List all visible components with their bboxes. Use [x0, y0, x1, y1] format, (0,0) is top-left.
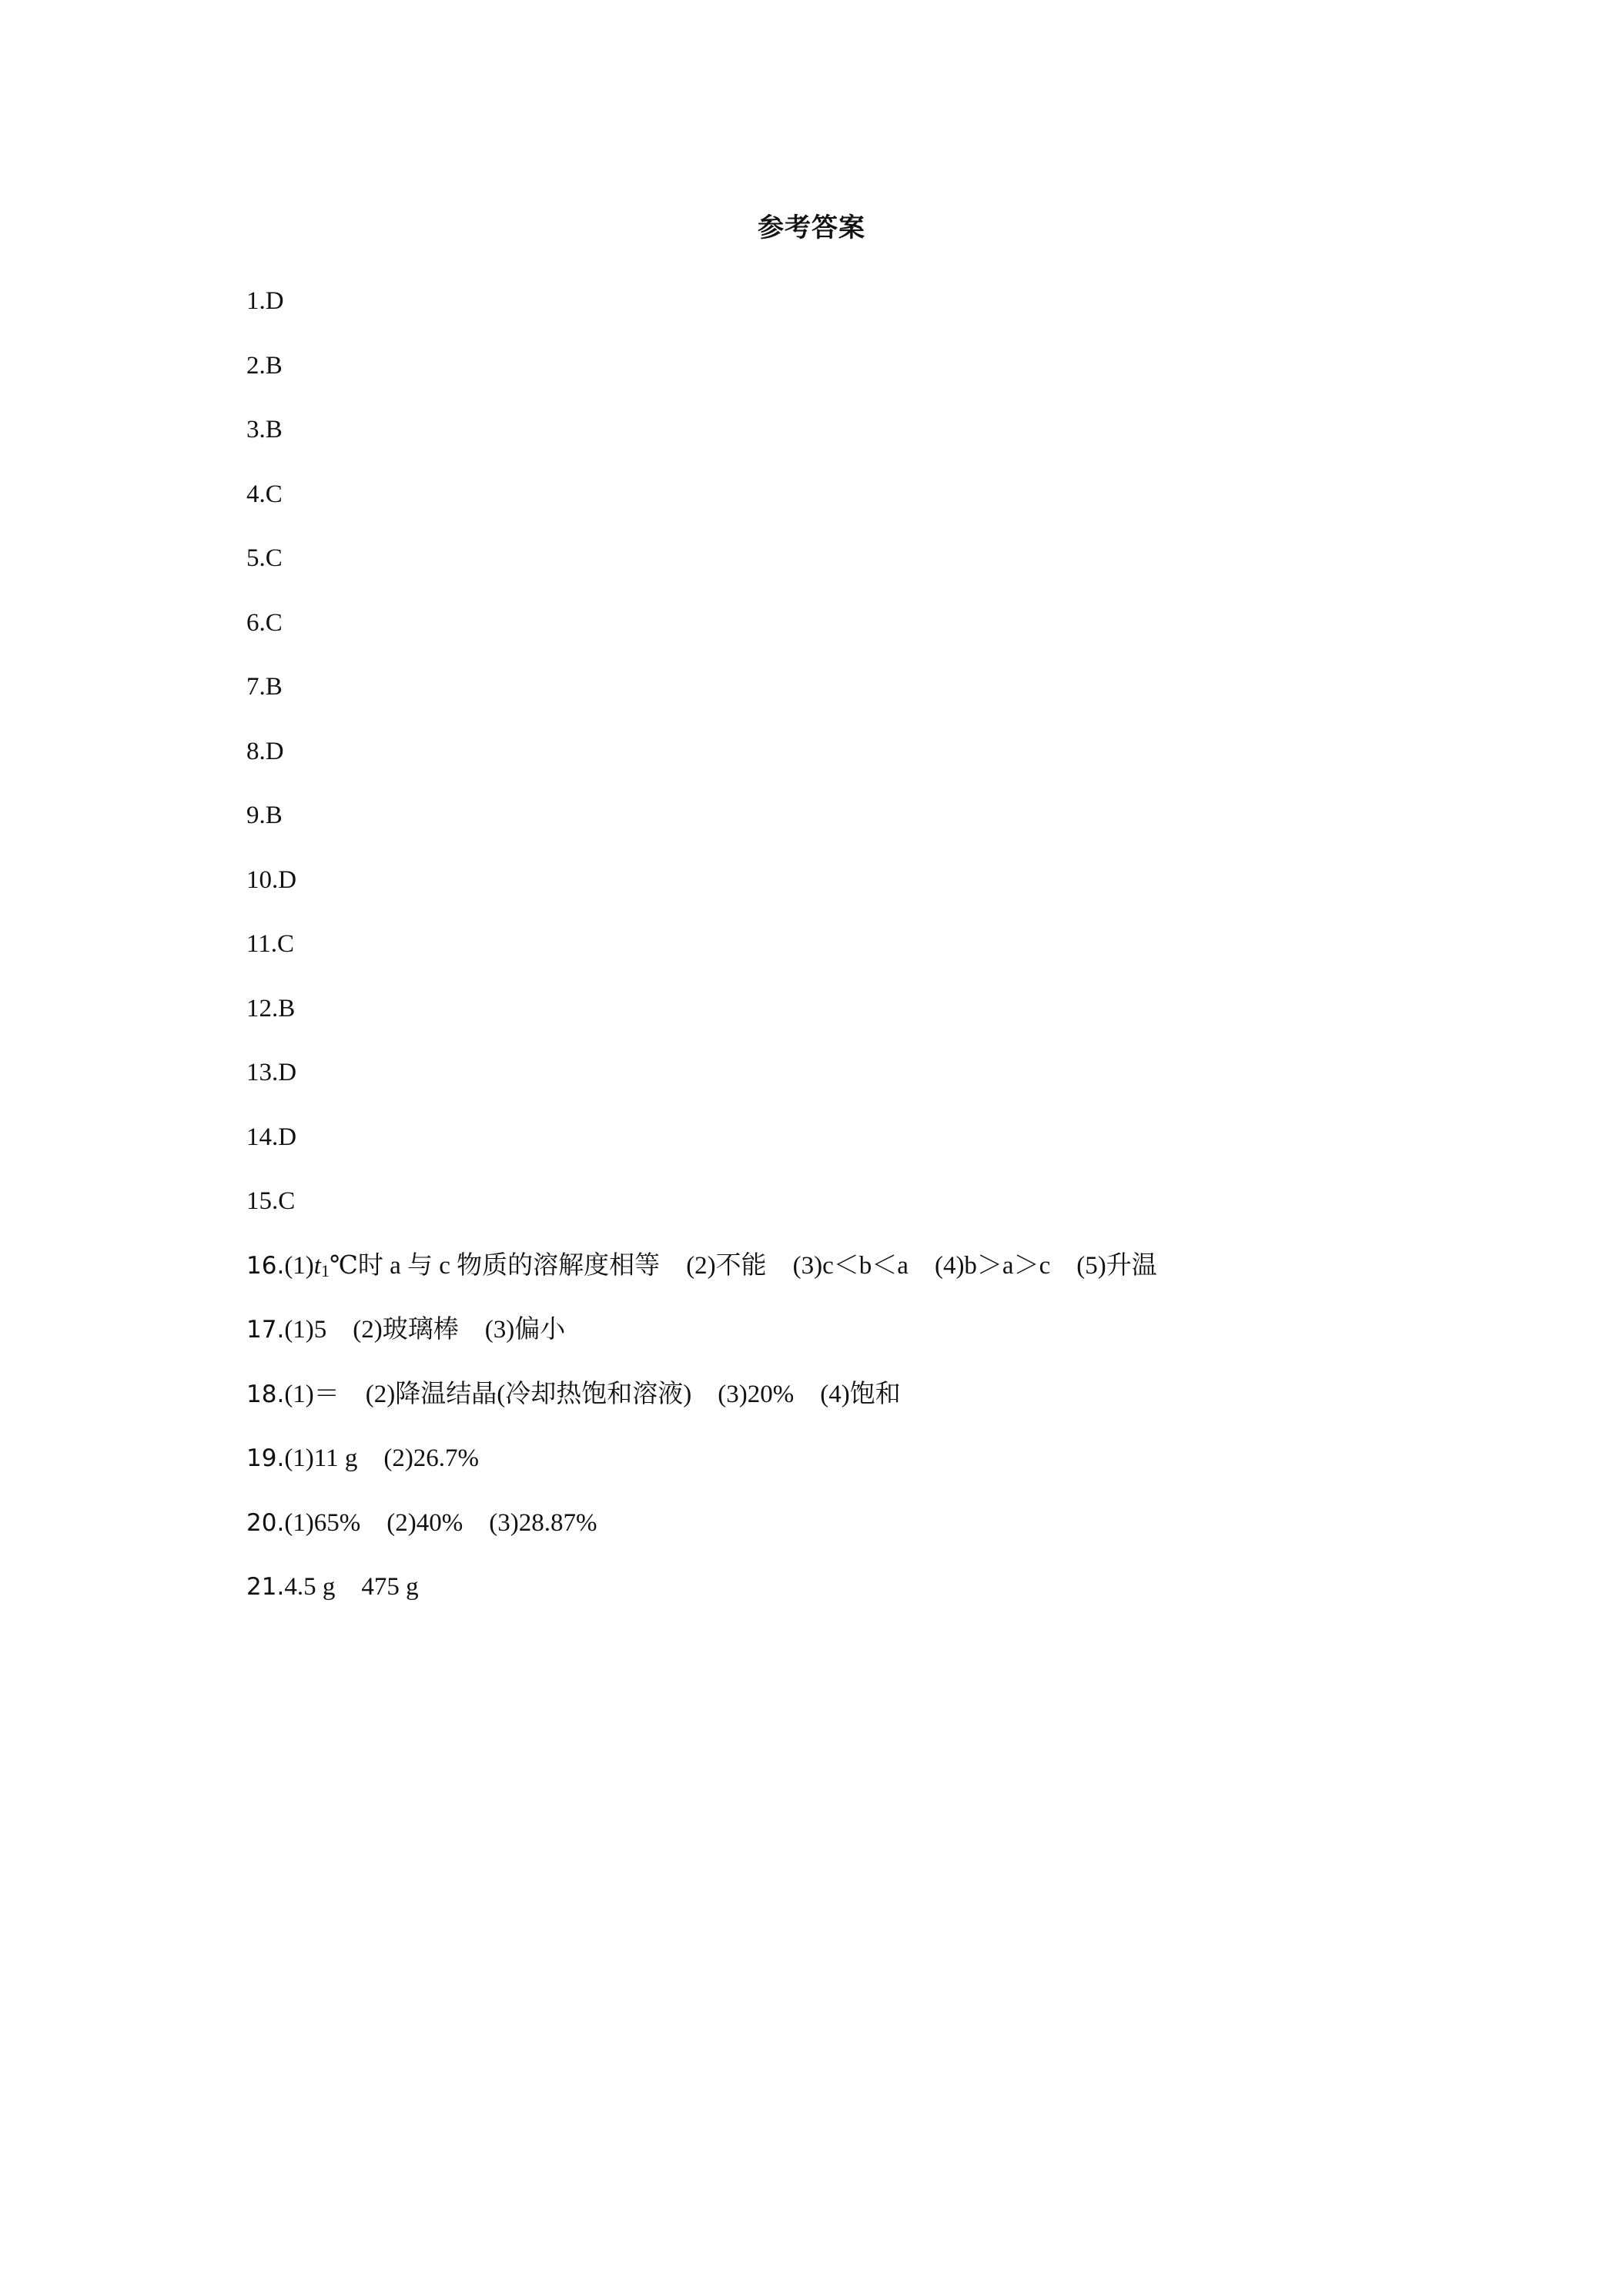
answer-part-1: (1)＝ [284, 1380, 340, 1408]
answer-2 [246, 334, 1157, 399]
answer-part-1: (1)65% [284, 1508, 361, 1537]
answer-part-3: (3)偏小 [484, 1316, 566, 1344]
answer-1 [246, 269, 1157, 334]
answer-17 [246, 1298, 1157, 1363]
answer-number: 21. [246, 1573, 285, 1601]
answer-number: 13. [246, 1059, 279, 1086]
answer-number: 19. [246, 1444, 285, 1472]
answer-text: C [265, 544, 283, 572]
answer-number: 5. [246, 544, 266, 572]
answer-20 [246, 1491, 1157, 1556]
answer-number: 11. [246, 930, 278, 958]
answer-number: 12. [246, 994, 279, 1022]
answer-part-2: (2)不能 [686, 1251, 767, 1280]
answer-7 [246, 655, 1157, 720]
answer-number: 8. [246, 737, 266, 765]
answer-part-2: (2)降温结晶(冷却热饱和溶液) [365, 1380, 692, 1408]
answer-number: 7. [246, 673, 266, 701]
answer-part-1-subscript: 1 [320, 1260, 330, 1280]
answer-text: D [278, 1123, 297, 1151]
answer-part-4: (4)饱和 [820, 1380, 901, 1408]
page-title: 参考答案 [758, 213, 865, 243]
answer-part-2: (2)玻璃棒 [353, 1316, 459, 1344]
answer-text: D [265, 287, 284, 315]
answer-text: C [278, 1187, 296, 1215]
answer-part-4: (4)b＞a＞c [934, 1251, 1051, 1280]
answer-number: 20. [246, 1508, 285, 1537]
answer-11 [246, 912, 1157, 977]
answer-text: C [277, 930, 295, 958]
answer-14 [246, 1106, 1157, 1170]
answer-number: 6. [246, 608, 266, 637]
answer-part-3: (3)c＜b＜a [792, 1251, 909, 1280]
answer-part-1: 4.5 g [284, 1573, 336, 1601]
answer-12 [246, 977, 1157, 1042]
answer-text: B [265, 351, 283, 380]
answer-18 [246, 1363, 1157, 1427]
answer-10 [246, 848, 1157, 913]
answer-3 [246, 398, 1157, 463]
answer-number: 1. [246, 287, 266, 315]
answer-text: D [265, 737, 284, 765]
answer-part-1: (1)5 [284, 1316, 327, 1344]
answer-text: C [265, 608, 283, 637]
answer-part-2: 475 g [361, 1573, 419, 1601]
answer-8 [246, 720, 1157, 785]
answer-part-2: (2)26.7% [383, 1444, 480, 1472]
answer-number: 2. [246, 351, 266, 380]
answer-text: C [265, 480, 283, 508]
answer-number: 18. [246, 1380, 285, 1408]
answer-number: 3. [246, 416, 266, 443]
answer-part-1: (1)11 g [284, 1444, 358, 1472]
answer-text: B [278, 994, 296, 1022]
answer-number: 14. [246, 1123, 279, 1151]
answer-text: B [265, 416, 283, 443]
answer-part-2: (2)40% [387, 1508, 463, 1537]
answer-part-5: (5)升温 [1076, 1251, 1157, 1280]
answer-list [246, 269, 1157, 1620]
answer-15 [246, 1170, 1157, 1234]
answer-part-1-rest: ℃时 a 与 c 物质的溶解度相等 [329, 1251, 661, 1280]
answer-number: 15. [246, 1187, 279, 1215]
answer-number: 16. [246, 1251, 285, 1280]
answer-number: 9. [246, 802, 266, 829]
answer-number: 10. [246, 865, 279, 894]
answer-part-3: (3)28.87% [489, 1508, 597, 1537]
answer-text: D [278, 865, 297, 894]
answer-part-1-variable: t [313, 1251, 321, 1280]
answer-number: 17. [246, 1316, 285, 1344]
answer-6 [246, 591, 1157, 656]
answer-16 [246, 1234, 1157, 1299]
answer-19 [246, 1427, 1157, 1491]
answer-part-1-prefix: (1) [284, 1251, 314, 1280]
answer-text: B [265, 673, 283, 701]
answer-text: B [265, 802, 283, 829]
answer-number: 4. [246, 480, 266, 508]
answer-text: D [278, 1059, 297, 1086]
answer-part-3: (3)20% [718, 1380, 795, 1408]
answer-9 [246, 784, 1157, 848]
answer-13 [246, 1041, 1157, 1106]
answer-5 [246, 527, 1157, 591]
answer-21 [246, 1555, 1157, 1620]
answer-4 [246, 463, 1157, 527]
